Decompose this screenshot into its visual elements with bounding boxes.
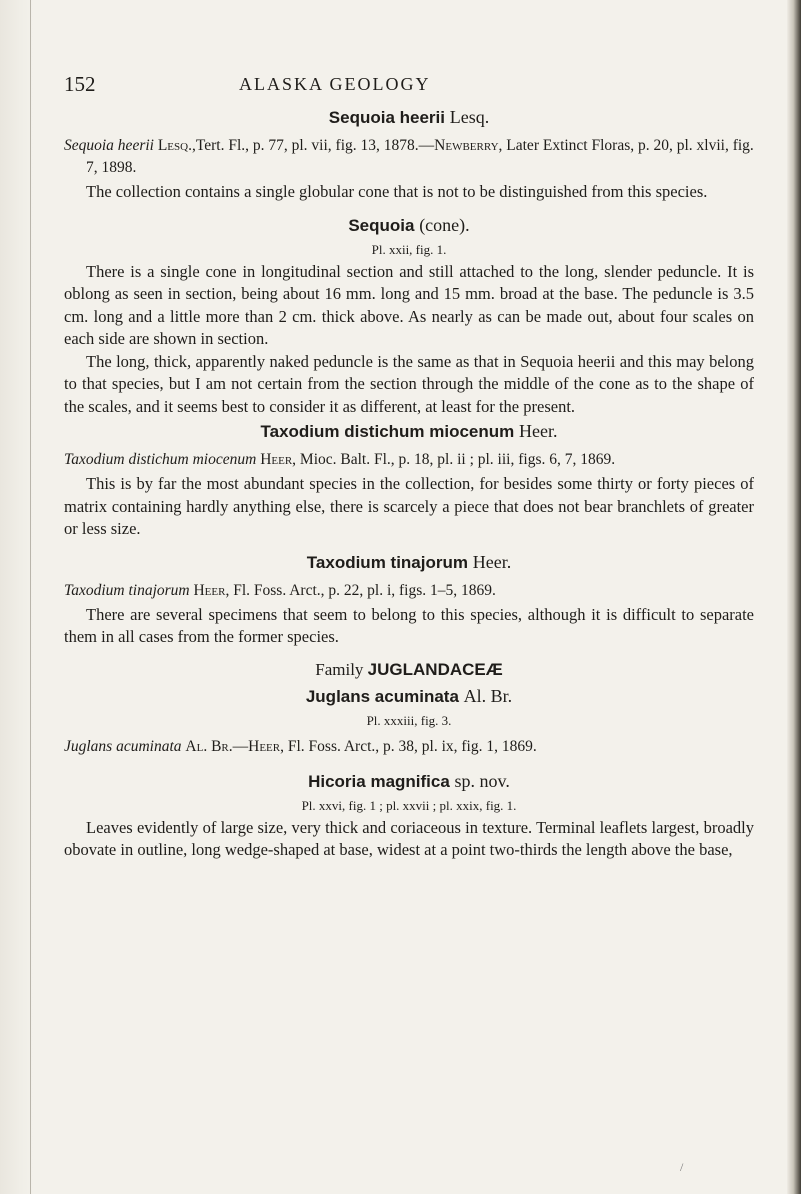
plate-reference: Pl. xxxiii, fig. 3. (366, 712, 452, 728)
paragraph-taxodium-tinajorum: There are several specimens that seem to belong to this species, although it is difficult to separate them in all cases from the former species. (64, 604, 754, 646)
species-authority: Heer. (472, 551, 512, 572)
citation-author-2: Heer (248, 737, 281, 755)
citation-taxon: Sequoia heerii (64, 137, 154, 154)
citation-author: Lesq. (157, 137, 192, 154)
species-heading-sequoia-heerii (64, 104, 754, 131)
species-name: Juglans acuminata (305, 686, 459, 706)
citation-juglans-acuminata (64, 736, 754, 758)
citation-text: — (232, 737, 249, 755)
citation-text: ,Tert. Fl., p. 77, pl. vii, fig. 13, 1878.— (191, 137, 435, 154)
paragraph-sequoia-heerii: The collection contains a single globular cone that is not to be distinguished from this species. (86, 182, 708, 201)
page-number: 152 (64, 72, 96, 96)
species-authority: Al. Br. (463, 685, 513, 706)
species-name: Sequoia heerii (328, 108, 445, 127)
species-heading-taxodium-tinajorum (64, 549, 754, 576)
family-name: JUGLANDACEÆ (367, 659, 503, 679)
family-heading (64, 657, 754, 683)
footer-mark: / (680, 1160, 684, 1174)
page-right-edge (787, 0, 801, 1194)
gutter-rule (30, 0, 31, 1194)
citation-text-2: , Fl. Foss. Arct., p. 38, pl. ix, fig. 1, 1869. (280, 737, 537, 755)
citation-taxon: Taxodium tinajorum (64, 581, 190, 599)
paragraph-taxodium-distichum: This is by far the most abundant species in the collection, for besides some thirty or forty pieces of matrix containing hardly anything else, there is scarcely a piece that does not bear branchlets of greater or less size. (64, 474, 754, 538)
species-name: Hicoria magnifica (308, 771, 450, 791)
running-head (64, 70, 754, 104)
book-page (64, 70, 754, 862)
citation-sequoia-heerii (64, 135, 754, 179)
family-label: Family (315, 659, 364, 679)
species-heading-taxodium-distichum (64, 418, 754, 445)
citation-author: Heer (260, 451, 293, 468)
plate-reference: Pl. xxii, fig. 1. (371, 241, 447, 257)
citation-taxodium-distichum (64, 449, 754, 471)
species-name: Taxodium distichum miocenum (260, 422, 515, 441)
plate-reference: Pl. xxvi, fig. 1 ; pl. xxvii ; pl. xxix, fig. 1. (301, 797, 517, 813)
citation-text-2: , Later Extinct Floras, p. 20, pl. xlvii, fig. 7, 1898. (86, 137, 754, 176)
species-name: Sequoia (348, 215, 415, 235)
species-authority: Heer. (519, 421, 558, 441)
species-authority: (cone). (419, 214, 470, 235)
species-heading-hicoria-magnifica (64, 768, 754, 795)
citation-taxon: Taxodium distichum miocenum (64, 451, 257, 468)
citation-author: Heer (193, 581, 226, 599)
paragraph-sequoia-cone-2: The long, thick, apparently naked peduncle is the same as that in Sequoia heerii and this may belong to that species, but I am not certain from the section through the middle of the cone as to the shape of the scales, and it seems best to consider it as different, at least for the present. (64, 351, 754, 416)
species-authority: sp. nov. (454, 770, 510, 791)
paragraph-sequoia-cone-1: There is a single cone in longitudinal section and still attached to the long, slender peduncle. It is oblong as seen in section, being about 16 mm. long and 15 mm. broad at the base. The peduncle is 3.5 cm. long and a little more than 2 cm. thick above. As nearly as can be made out, about four scales on each side are shown in section. (64, 261, 754, 348)
citation-text: , Fl. Foss. Arct., p. 22, pl. i, figs. 1–5, 1869. (225, 581, 496, 599)
page-left-margin (0, 0, 34, 1194)
species-heading-juglans-acuminata (64, 683, 754, 710)
citation-author: Al. Br. (185, 737, 233, 755)
running-title: ALASKA GEOLOGY (239, 74, 431, 94)
citation-author-2: Newberry (434, 137, 499, 154)
species-name: Taxodium tinajorum (306, 552, 468, 572)
citation-text: , Mioc. Balt. Fl., p. 18, pl. ii ; pl. iii, figs. 6, 7, 1869. (292, 451, 616, 468)
species-authority: Lesq. (449, 107, 490, 127)
species-heading-sequoia-cone (64, 212, 754, 239)
citation-taxon: Juglans acuminata (64, 737, 182, 755)
paragraph-hicoria-magnifica: Leaves evidently of large size, very thick and coriaceous in texture. Terminal leaflets largest, broadly obovate in outline, long wedge-shaped at base, widest at a point two-thirds the length above the base, (64, 817, 754, 859)
citation-taxodium-tinajorum (64, 580, 754, 602)
